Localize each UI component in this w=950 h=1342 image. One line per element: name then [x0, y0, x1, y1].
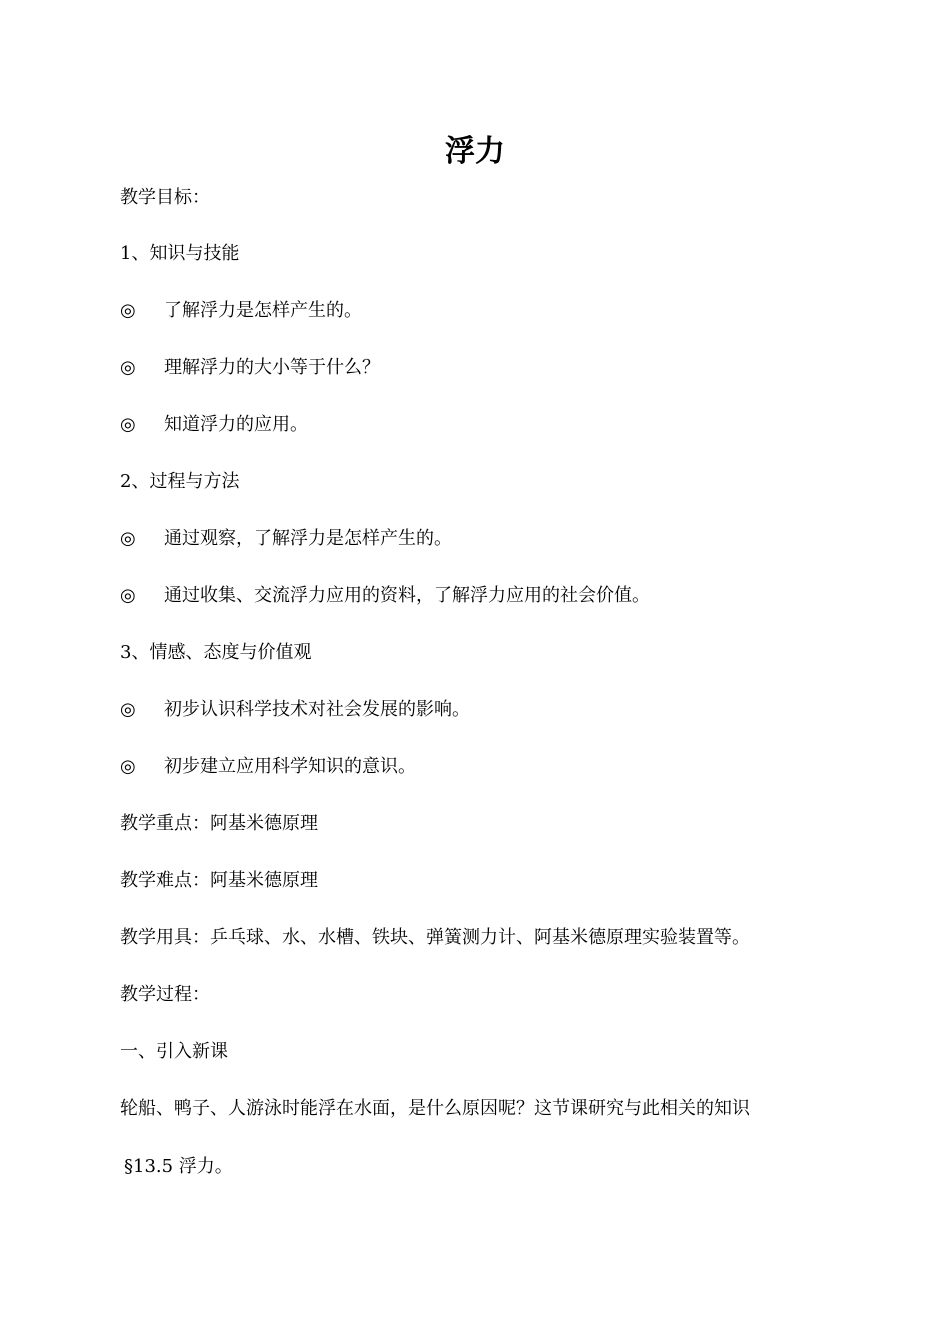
section-heading-objectives: 教学目标： — [120, 187, 210, 208]
bullet-item: ◎ 通过观察，了解浮力是怎样产生的。 — [120, 528, 452, 549]
bullet-icon: ◎ — [120, 414, 136, 435]
subheading-knowledge-skills: 1、知识与技能 — [120, 243, 240, 264]
bullet-item: ◎ 理解浮力的大小等于什么？ — [120, 357, 380, 378]
difficult-point-line: 教学难点：阿基米德原理 — [120, 870, 318, 891]
bullet-icon: ◎ — [120, 357, 136, 378]
section-heading-process: 教学过程： — [120, 984, 210, 1005]
subheading-attitude-values: 3、情感、态度与价值观 — [120, 642, 312, 663]
bullet-item: ◎ 知道浮力的应用。 — [120, 414, 308, 435]
bullet-item: ◎ 通过收集、交流浮力应用的资料，了解浮力应用的社会价值。 — [120, 585, 650, 606]
bullet-icon: ◎ — [120, 300, 136, 321]
subheading-process-method: 2、过程与方法 — [120, 471, 240, 492]
document-title: 浮力 — [445, 134, 505, 169]
bullet-icon: ◎ — [120, 528, 136, 549]
bullet-icon: ◎ — [120, 699, 136, 720]
bullet-item: ◎ 初步建立应用科学知识的意识。 — [120, 756, 416, 777]
bullet-icon: ◎ — [120, 585, 136, 606]
key-point-line: 教学重点：阿基米德原理 — [120, 813, 318, 834]
bullet-item: ◎ 初步认识科学技术对社会发展的影响。 — [120, 699, 470, 720]
paragraph-text-continued: §13.5 浮力。 — [124, 1156, 233, 1177]
bullet-icon: ◎ — [120, 756, 136, 777]
paragraph-text: 轮船、鸭子、人游泳时能浮在水面，是什么原因呢？这节课研究与此相关的知识 — [120, 1098, 750, 1119]
subheading-introduction: 一、引入新课 — [120, 1041, 228, 1062]
bullet-item: ◎ 了解浮力是怎样产生的。 — [120, 300, 362, 321]
teaching-tools-line: 教学用具：乒乓球、水、水槽、铁块、弹簧测力计、阿基米德原理实验装置等。 — [120, 927, 750, 948]
